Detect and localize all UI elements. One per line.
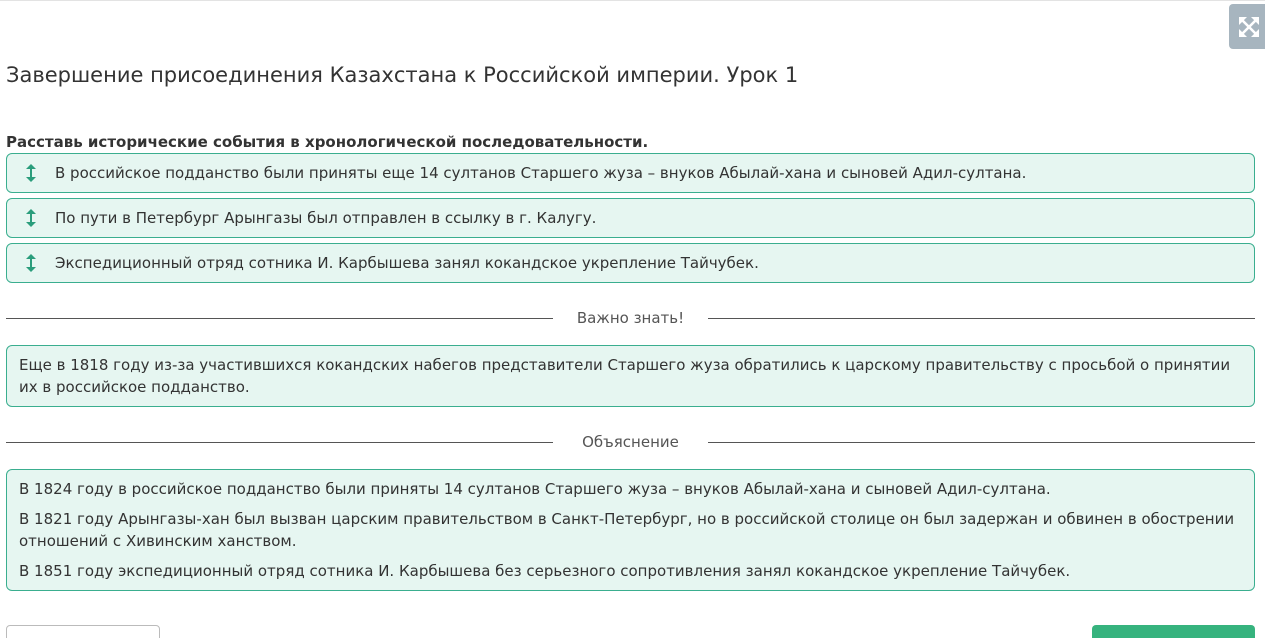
explanation-heading: Объяснение (582, 433, 679, 451)
fullscreen-button[interactable] (1229, 4, 1265, 49)
top-border (0, 0, 1265, 1)
divider-line (6, 442, 553, 443)
vertical-drag-arrow-icon[interactable] (7, 208, 55, 228)
vertical-drag-arrow-icon[interactable] (7, 163, 55, 183)
important-divider (6, 308, 1255, 328)
explanation-paragraph: В 1824 году в российское подданство были приняты 14 султанов Старшего жуза – внуков Абылай-хана и сыновей Адил-султана. (19, 480, 1051, 498)
important-box (6, 345, 1255, 407)
divider-line (708, 442, 1255, 443)
expand-arrows-icon (1237, 15, 1261, 39)
sortable-item-text: Экспедиционный отряд сотника И. Карбышева занял кокандское укрепление Тайчубек. (55, 254, 759, 272)
explanation-paragraph: В 1821 году Арынгазы-хан был вызван царским правительством в Санкт-Петербург, но в российской столице он был задержан и обвинен в обострении отношений с Хивинским ханством. (19, 510, 1235, 550)
important-heading: Важно знать! (576, 309, 685, 327)
important-text: Еще в 1818 году из-за участившихся кокандских набегов представители Старшего жуза обратились к царскому правительству с просьбой о принятии их в российское подданство. (19, 356, 1231, 396)
divider-line (708, 318, 1255, 319)
divider-line (6, 318, 553, 319)
sortable-item-1[interactable] (6, 153, 1255, 193)
primary-button[interactable] (1092, 625, 1255, 638)
vertical-drag-arrow-icon[interactable] (7, 253, 55, 273)
sortable-item-text: В российское подданство были приняты еще 14 султанов Старшего жуза – внуков Абылай-хана и сыновей Адил-султана. (55, 164, 1027, 182)
sortable-item-3[interactable] (6, 243, 1255, 283)
lesson-title: Завершение присоединения Казахстана к Российской империи. Урок 1 (6, 63, 799, 87)
explanation-divider (6, 432, 1255, 452)
sortable-item-text: По пути в Петербург Арынгазы был отправлен в ссылку в г. Калугу. (55, 209, 597, 227)
explanation-box (6, 469, 1255, 591)
explanation-paragraph: В 1851 году экспедиционный отряд сотника И. Карбышева без серьезного сопротивления занял кокандское укрепление Тайчубек. (19, 562, 1071, 580)
secondary-button[interactable] (6, 625, 160, 638)
sortable-item-2[interactable] (6, 198, 1255, 238)
task-instruction: Расставь исторические события в хронологической последовательности. (6, 133, 649, 151)
